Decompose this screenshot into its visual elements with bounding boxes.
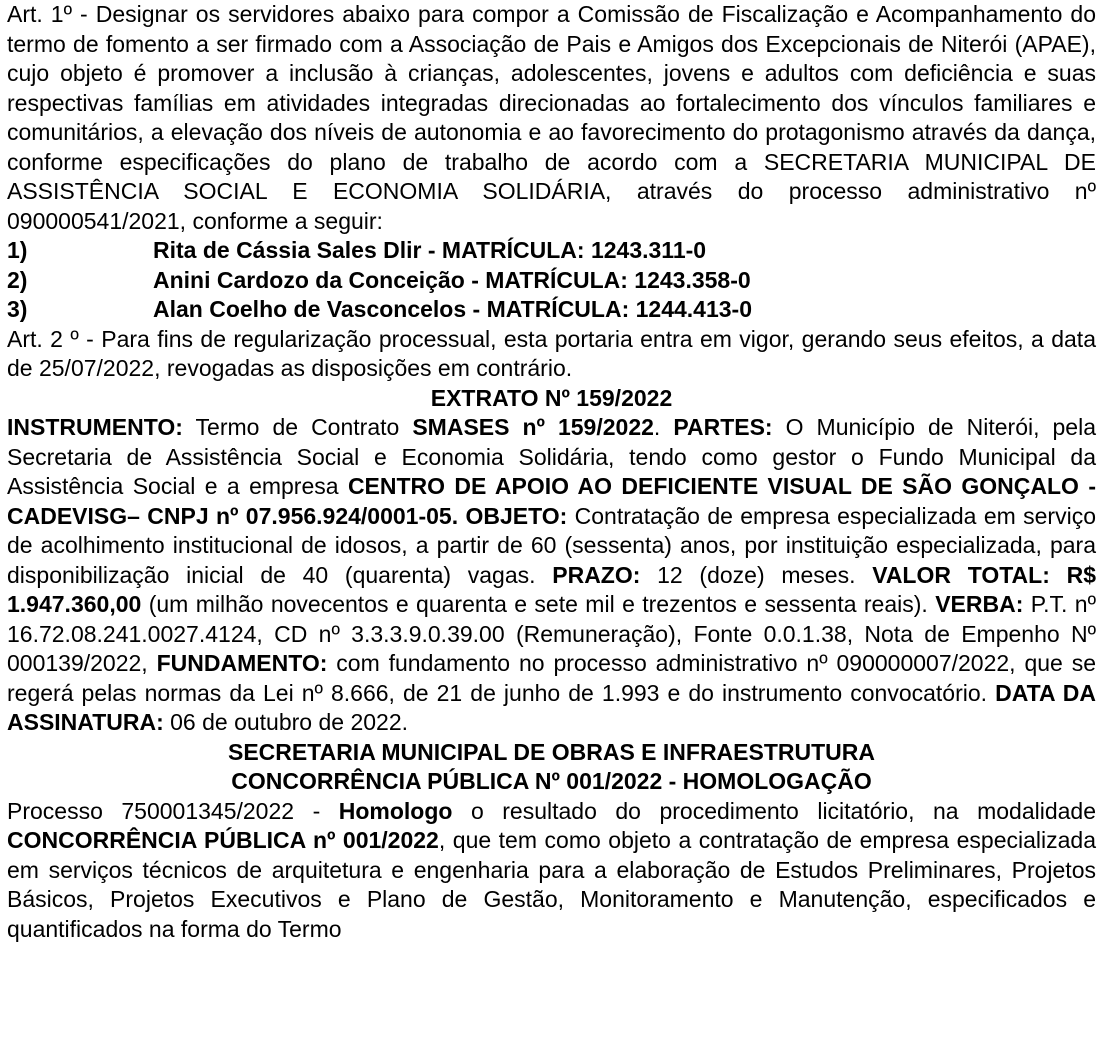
processo-text: Processo 750001345/2022 - (7, 797, 339, 824)
extrato-heading: EXTRATO Nº 159/2022 (430, 384, 673, 411)
obras-heading: SECRETARIA MUNICIPAL DE OBRAS E INFRAESTRUTURA (228, 738, 875, 765)
objeto-text: Contratação de empresa especializada em serviço de acolhimento institucional de idosos, a partir de 60 (sessenta) anos, por instituição especializada, para disponibilização inicial de 40 (quarenta) vagas. (7, 502, 1096, 588)
prazo-label: PRAZO: (552, 561, 641, 588)
valor-text: (um milhão novecentos e quarenta e sete mil e trezentos e sessenta reais). (141, 591, 936, 617)
document-page (7, 0, 1096, 944)
valor-label: VALOR TOTAL: R$ 1.947.360,00 (7, 561, 1096, 617)
member-item-3 (7, 295, 1096, 325)
member-name: Alan Coelho de Vasconcelos - MATRÍCULA: 1244.413-0 (153, 296, 753, 322)
obras-body (7, 797, 1096, 945)
partes-text: O Município de Niterói, pela Secretaria de Assistência Social e Economia Solidária, tendo como gestor o Fundo Municipal da Assistência Social e a empresa (7, 414, 1096, 499)
objeto-contratacao-text: , que tem como objeto a contratação de empresa especializada em serviços técnicos de arquitetura e engenharia para a elaboração de Estudos Preliminares, Projetos Básicos, Projetos Executivos e Plano de Gestão, Monitoramento e Manutenção, especificados e quantificados na forma do Termo (7, 827, 1096, 942)
instrumento-label: INSTRUMENTO: (7, 414, 183, 440)
member-item-2 (7, 266, 1096, 296)
member-item-1 (7, 236, 1096, 266)
partes-label: PARTES: (673, 414, 773, 440)
member-name: Rita de Cássia Sales Dlir - MATRÍCULA: 1243.311-0 (153, 237, 707, 263)
separator: . (653, 414, 674, 440)
empresa-name: CENTRO DE APOIO AO DEFICIENTE VISUAL DE SÃO GONÇALO - CADEVISG– CNPJ nº 07.956.924/0001-05. (7, 473, 1096, 529)
member-number: 1) (7, 237, 28, 263)
procedimento-text: o resultado do procedimento licitatório, na modalidade (452, 797, 1097, 824)
fundamento-text: com fundamento no processo administrativo nº 090000007/2022, que se regerá pelas normas da Lei nº 8.666, de 21 de junho de 1.993 e do instrumento convocatório. (7, 650, 1096, 706)
objeto-label: OBJETO: (465, 502, 568, 529)
data-assinatura-label: DATA DA ASSINATURA: (7, 679, 1096, 735)
contrato-number: SMASES nº 159/2022 (412, 414, 654, 440)
instrumento-text: Termo de Contrato (182, 414, 413, 440)
prazo-text: 12 (doze) meses. (640, 561, 873, 588)
data-assinatura-text: 06 de outubro de 2022. (163, 709, 408, 735)
member-name: Anini Cardozo da Conceição - MATRÍCULA: 1243.358-0 (153, 266, 751, 293)
concorrencia-heading: CONCORRÊNCIA PÚBLICA Nº 001/2022 - HOMOLOGAÇÃO (231, 768, 872, 794)
verba-label: VERBA: (935, 591, 1024, 617)
article-2: Art. 2 º - Para fins de regularização processual, esta portaria entra em vigor, gerando seus efeitos, a data de 25/07/2022, revogadas as disposições em contrário. (7, 325, 1096, 381)
verba-text: P.T. nº 16.72.08.241.0027.4124, CD nº 3.3.3.9.0.39.00 (Remuneração), Fonte 0.0.1.38, Nota de Empenho Nº 000139/2022, (7, 591, 1096, 676)
article-1: Art. 1º - Designar os servidores abaixo para compor a Comissão de Fiscalização e Acompanhamento do termo de fomento a ser firmado com a Associação de Pais e Amigos dos Excepcionais de Niterói (APAE), cujo objeto é promover a inclusão à crianças, adolescentes, jovens e adultos com deficiência e suas respectivas famílias em atividades integradas direcionadas ao fortalecimento dos vínculos familiares e comunitários, a elevação dos níveis de autonomia e ao favorecimento do protagonismo através da dança, conforme especificações do plano de trabalho de acordo com a SECRETARIA MUNICIPAL DE ASSISTÊNCIA SOCIAL E ECONOMIA SOLIDÁRIA, através do processo administrativo nº 090000541/2021, conforme a seguir: (7, 1, 1096, 234)
member-number: 2) (7, 266, 28, 293)
extrato-body (7, 413, 1096, 738)
homologo-word: Homologo (338, 797, 453, 824)
member-number: 3) (7, 296, 28, 322)
modalidade-name: CONCORRÊNCIA PÚBLICA nº 001/2022 (7, 827, 439, 853)
fundamento-label: FUNDAMENTO: (156, 650, 328, 676)
